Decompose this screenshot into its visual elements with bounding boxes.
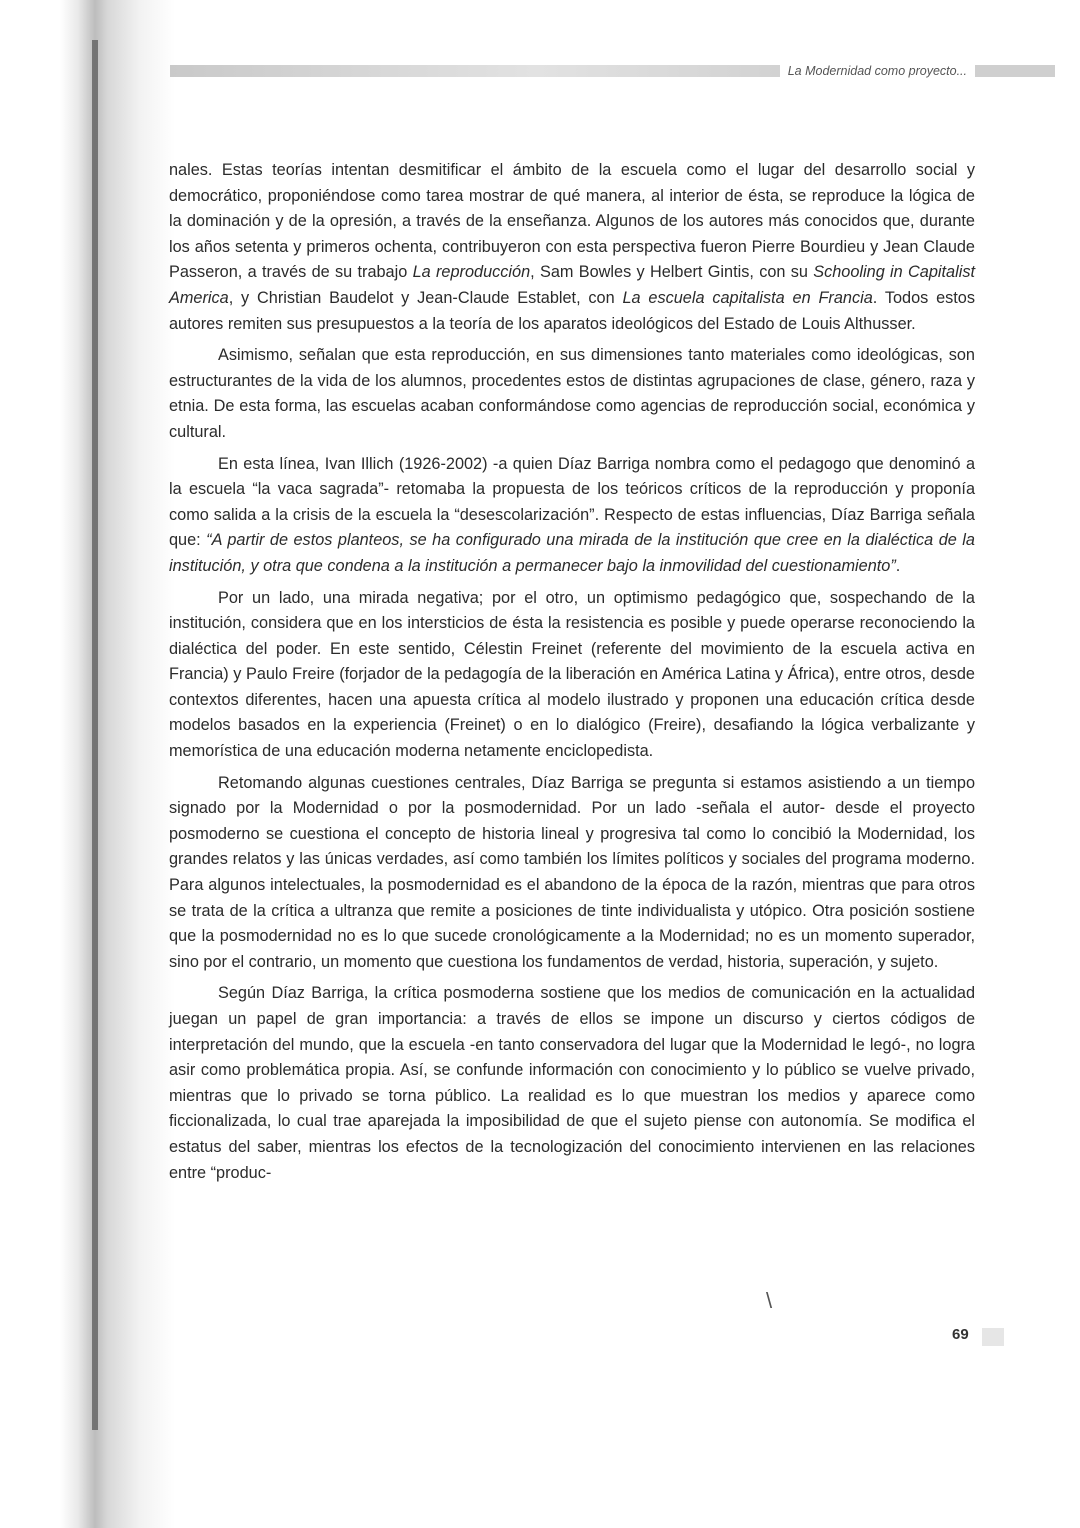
paragraph: [169, 452, 975, 580]
book-spine-edge: [92, 40, 98, 1430]
paragraph: [169, 981, 975, 1186]
italic-run: La reproducción: [412, 263, 531, 282]
text-run: Asimismo, señalan que esta reproducción, en sus dimensiones tanto materiales como ideológicas, son estructurantes de la vida de los alumnos, procedentes estos de distintas agrupaciones de clase, género, raza y etnia. De esta forma, las escuelas acaban conformándose como agencias de reproducción social, económica y cultural.: [169, 346, 975, 441]
text-run: , y Christian Baudelot y Jean-Claude Establet, con: [228, 288, 623, 307]
text-run: En esta línea, Ivan Illich (1926-2002) -a quien Díaz Barriga nombra como el pedagogo que denominó a la escuela “la vaca sagrada”- retomaba la propuesta de los teóricos críticos de la reproducción y proponía como salida a la crisis de la escuela la “desescolarización”. Respecto de estas influencias, Díaz Barriga señala que:: [169, 454, 975, 550]
text-run: Retomando algunas cuestiones centrales, Díaz Barriga se pregunta si estamos asistiendo a un tiempo signado por la Modernidad o por la posmodernidad. Por un lado -señala el autor- desde el proyecto posmoderno se cuestiona el concepto de historia lineal y progresiva tal como lo concibió la Modernidad, los grandes relatos y las únicas verdades, así como también los límites políticos y sociales del programa moderno. Para algunos intelectuales, la posmodernidad es el abandono de la época de la razón, mientras que para otros se trata de la crítica a ultranza que remite a posiciones de tinte individualista y utópico. Otra posición sostiene que la posmodernidad no es lo que sucede cronológicamente a la Modernidad; no es un momento superador, sino por el contrario, un momento que cuestiona los fundamentos de verdad, historia, superación, y sujeto.: [169, 773, 975, 971]
text-run: , Sam Bowles y Helbert Gintis, con su: [530, 263, 814, 282]
paragraph: [169, 771, 975, 976]
page-number: 69: [952, 1326, 969, 1343]
italic-run: La escuela capitalista en Francia: [622, 288, 873, 307]
text-run: . Todos estos autores remiten sus presupuestos a la teoría de los aparatos ideológicos del Estado de Louis Althusser.: [169, 288, 975, 333]
text-run: Por un lado, una mirada negativa; por el otro, un optimismo pedagógico que, sospechando de la institución, considera que en los intersticios de ésta la resistencia es posible y puede operarse reconociendo la dialéctica del poder. En este sentido, Célestin Freinet (referente del movimiento de la escuela activa en Francia) y Paulo Freire (forjador de la pedagogía de la liberación en América Latina y África), entre otros, desde contextos diferentes, hacen una apuesta crítica al modelo ilustrado y proponen una educación crítica desde modelos basados en la experiencia (Freinet) o en lo dialógico (Freire), desafiando la lógica verbalizante y memorística de una educación moderna netamente enciclopedista.: [169, 588, 975, 761]
text-run: nales. Estas teorías intentan desmitificar el ámbito de la escuela como el lugar del desarrollo social y democrático, proponiéndose como tarea mostrar de qué manera, al interior de ésta, se reproduce la lógica de la dominación y de la opresión, a través de la enseñanza. Algunos de los autores más conocidos que, durante los años setenta y primeros ochenta, contribuyeron con esta perspectiva fueron Pierre Bourdieu y Jean Claude Passeron, a través de su trabajo: [169, 161, 975, 282]
italic-run: “A partir de estos planteos, se ha configurado una mirada de la institución que cree en la dialéctica de la institución, y otra que condena a la institución a permanecer bajo la inmovilidad del cuestionamiento”: [169, 531, 975, 575]
text-run: .: [895, 556, 901, 575]
running-header: [170, 64, 1055, 78]
paragraph: [169, 343, 975, 445]
text-run: Según Díaz Barriga, la crítica posmoderna sostiene que los medios de comunicación en la actualidad juegan un papel de gran importancia: a través de ellos se impone un discurso y ciertos códigos de interpretación del mundo, que la escuela -en tanto conservadora del lugar que la Modernidad le legó-, no logra asir como problemática propia. Así, se confunde información con conocimiento y lo público se vuelve privado, mientras que lo privado se torna público. La realidad es lo que muestran los medios y aparece como ficcionalizada, lo cual trae aparejada la imposibilidad de que el sujeto piense con autonomía. Se modifica el estatus del saber, mientras los efectos de la tecnologización del conocimiento intervienen en las relaciones entre “produc-: [169, 984, 975, 1182]
header-rule: [170, 65, 780, 77]
page-number-tab: [982, 1328, 1004, 1346]
paragraph: [169, 586, 975, 765]
italic-run: Schooling in Capitalist America: [169, 263, 975, 307]
paragraph: [169, 158, 975, 337]
stray-pen-mark: \: [766, 1288, 773, 1313]
running-title: La Modernidad como proyecto...: [787, 64, 967, 78]
header-rule-end: [975, 65, 1055, 77]
body-text: [169, 158, 975, 1192]
scan-gutter-shadow: [0, 0, 175, 1528]
